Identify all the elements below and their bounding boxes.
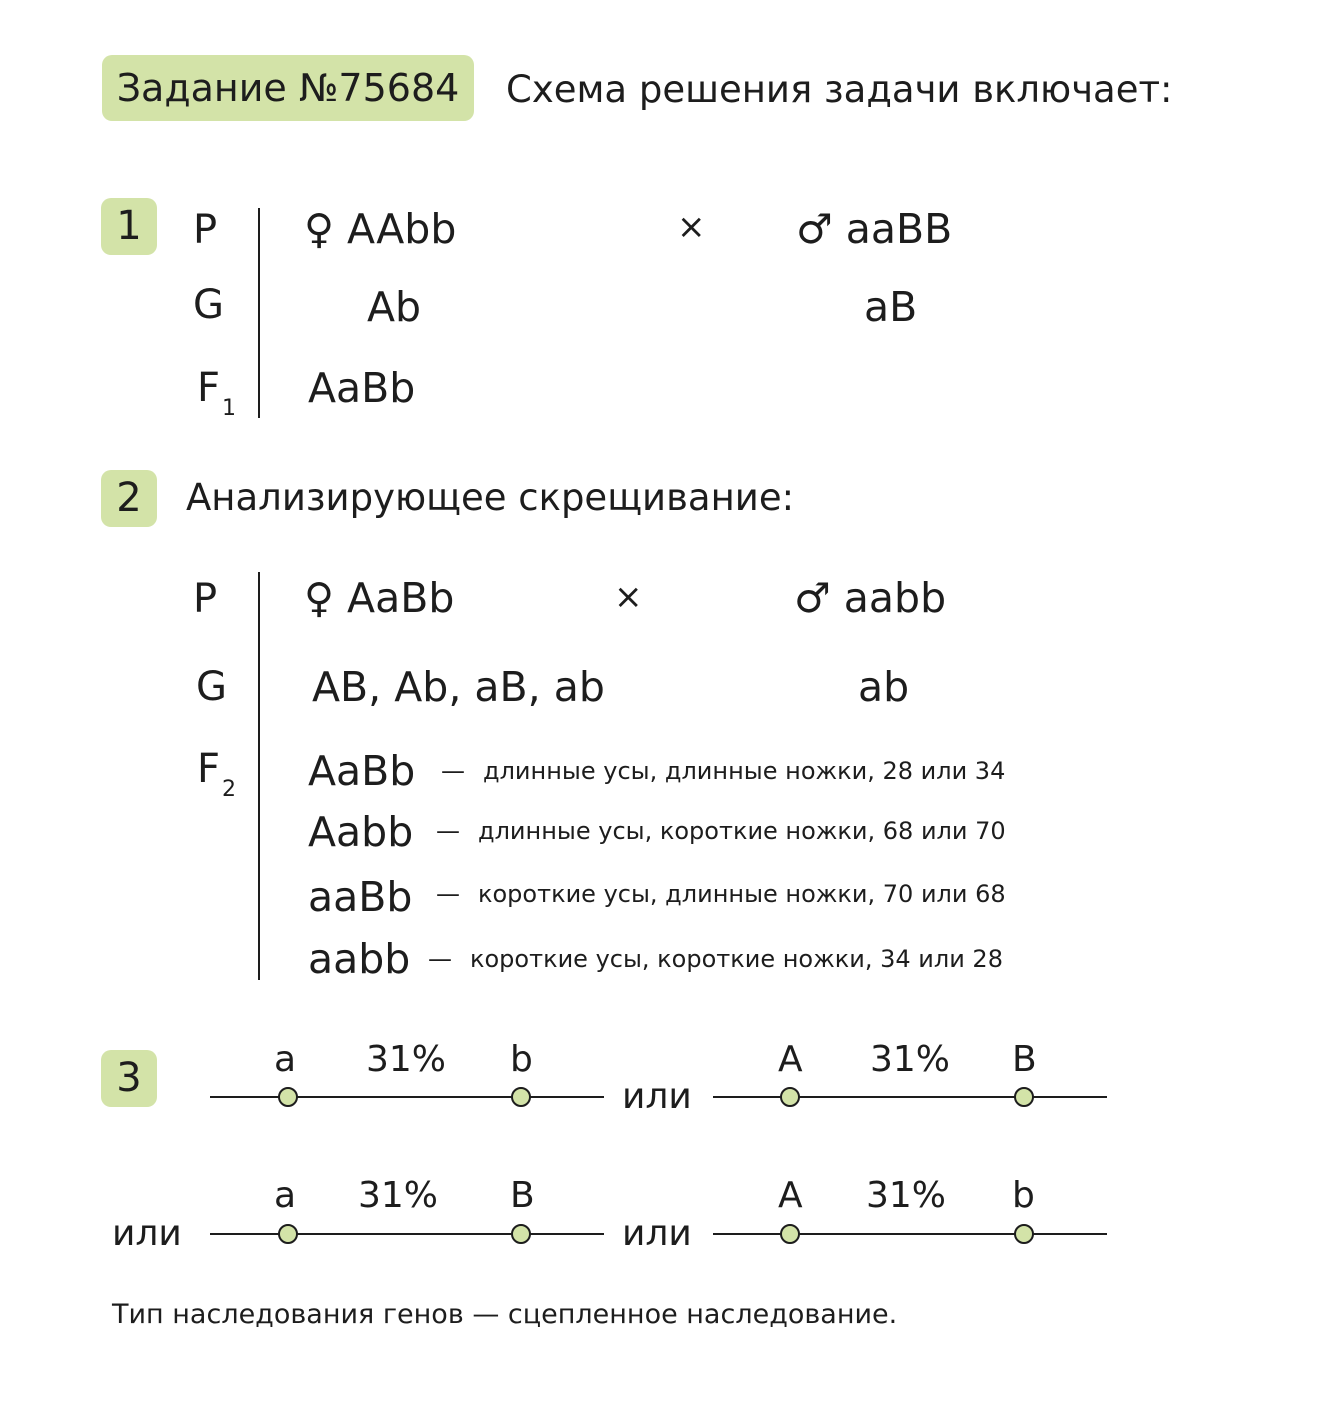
f2-genotype-4: aabb xyxy=(308,935,411,983)
f1-genotype: AaBb xyxy=(308,364,416,412)
f2-dash-4: — xyxy=(428,945,452,973)
gametes-label-1: G xyxy=(193,282,224,328)
or-word-2: или xyxy=(112,1213,182,1254)
chrom-3-distance: 31% xyxy=(358,1175,439,1216)
f2-dash-1: — xyxy=(441,757,465,785)
gametes-label-2: G xyxy=(196,664,227,710)
parents-label-1: P xyxy=(193,207,218,253)
chrom-4-distance: 31% xyxy=(866,1175,947,1216)
chrom-3-right-gene: B xyxy=(510,1175,535,1216)
chrom-2-right-gene: B xyxy=(1012,1039,1037,1080)
chromosome-2 xyxy=(713,1088,1107,1106)
gene-locus-dot xyxy=(279,1088,297,1106)
intro-text: Схема решения задачи включает: xyxy=(506,68,1173,111)
gene-locus-dot xyxy=(781,1225,799,1243)
f2-genotype-1: AaBb xyxy=(308,747,416,795)
f2-phenotype-4: короткие усы, короткие ножки, 34 или 28 xyxy=(470,945,1003,973)
male-parent-2: ♂ aabb xyxy=(794,574,947,622)
chrom-1-distance: 31% xyxy=(366,1039,447,1080)
chrom-3-left-gene: a xyxy=(274,1175,297,1216)
step-2-badge: 2 xyxy=(101,470,157,527)
gene-locus-dot xyxy=(1015,1225,1033,1243)
step-1-badge: 1 xyxy=(101,198,157,255)
female-gamete-1: Ab xyxy=(367,283,422,331)
chrom-2-distance: 31% xyxy=(870,1039,951,1080)
female-parent-1: ♀ AAbb xyxy=(304,205,457,253)
chromosome-1 xyxy=(210,1088,604,1106)
gene-locus-dot xyxy=(781,1088,799,1106)
male-gamete-1: aB xyxy=(864,283,918,331)
step-3-badge: 3 xyxy=(101,1050,157,1107)
f-letter-2: F xyxy=(197,746,221,792)
chrom-2-left-gene: A xyxy=(778,1039,803,1080)
f2-phenotype-1: длинные усы, длинные ножки, 28 или 34 xyxy=(483,757,1006,785)
f2-phenotype-3: короткие усы, длинные ножки, 70 или 68 xyxy=(478,880,1006,908)
f-subscript-2: 2 xyxy=(222,777,237,802)
f-letter-1: F xyxy=(197,365,221,411)
or-word-3: или xyxy=(622,1213,692,1254)
chrom-1-left-gene: a xyxy=(274,1039,297,1080)
inheritance-type-conclusion: Тип наследования генов — сцепленное наследование. xyxy=(112,1299,898,1330)
chrom-1-right-gene: b xyxy=(510,1039,533,1080)
gene-locus-dot xyxy=(512,1088,530,1106)
or-word-1: или xyxy=(622,1076,692,1117)
parents-label-2: P xyxy=(193,576,218,622)
cross-sign-1: × xyxy=(677,207,706,247)
female-gametes-2: AB, Ab, aB, ab xyxy=(312,663,605,711)
f2-phenotype-2: длинные усы, короткие ножки, 68 или 70 xyxy=(478,817,1006,845)
chromosome-3 xyxy=(210,1225,604,1243)
f2-dash-3: — xyxy=(436,880,460,908)
female-parent-2: ♀ AaBb xyxy=(304,574,455,622)
chrom-4-left-gene: A xyxy=(778,1175,803,1216)
f-subscript-1: 1 xyxy=(222,396,237,421)
f2-dash-2: — xyxy=(436,817,460,845)
male-gamete-2: ab xyxy=(858,663,910,711)
gene-locus-dot xyxy=(1015,1088,1033,1106)
f2-genotype-3: aaBb xyxy=(308,873,413,921)
gene-locus-dot xyxy=(279,1225,297,1243)
f2-genotype-2: Aabb xyxy=(308,808,414,856)
gene-locus-dot xyxy=(512,1225,530,1243)
chrom-4-right-gene: b xyxy=(1012,1175,1035,1216)
analyzing-cross-title: Анализирующее скрещивание: xyxy=(186,476,795,519)
male-parent-1: ♂ aaBB xyxy=(796,205,953,253)
task-number-badge: Задание №75684 xyxy=(102,55,474,121)
chromosome-4 xyxy=(713,1225,1107,1243)
cross-sign-2: × xyxy=(614,577,643,617)
